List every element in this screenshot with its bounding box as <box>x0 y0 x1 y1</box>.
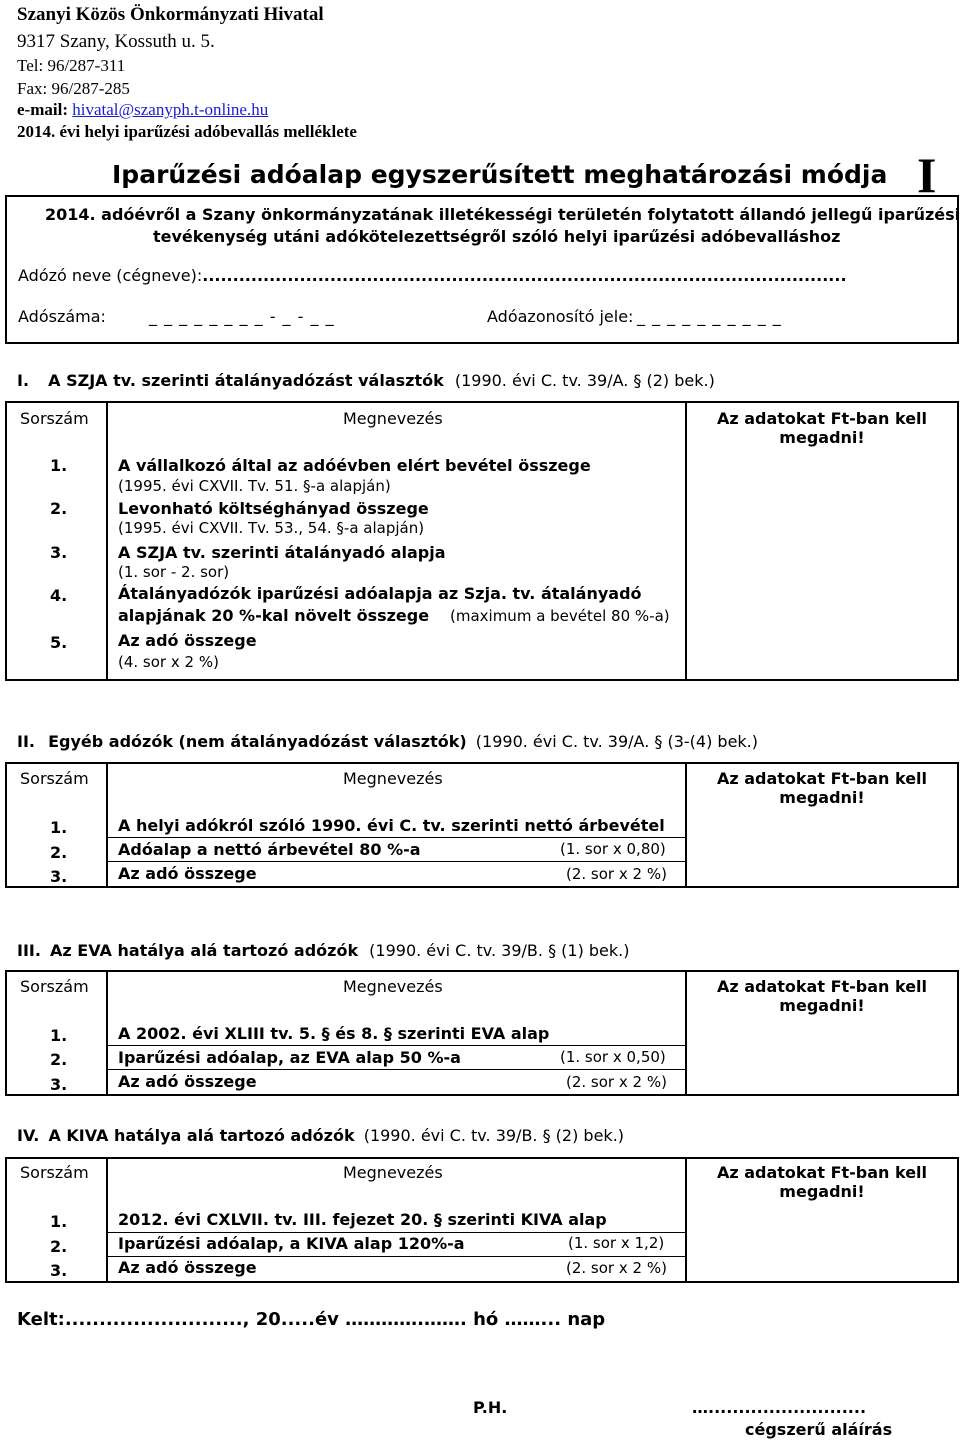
sec1-row2-l1: Levonható költséghányad összege <box>118 499 429 518</box>
taxnum-blanks[interactable]: _ _ _ _ _ _ _ _ - _ - _ _ <box>149 307 335 326</box>
page-title: Iparűzési adóalap egyszerűsített meghatározási módja <box>112 160 888 189</box>
sec4-row1-label: 2012. évi CXLVII. tv. III. fejezet 20. § szerinti KIVA alap <box>118 1210 607 1229</box>
sec2-heading <box>17 732 758 751</box>
sec3-col-num: Sorszám <box>20 977 89 996</box>
sec1-row4-l2: alapjának 20 %-kal növelt összege <box>118 606 430 625</box>
sec4-heading <box>17 1126 624 1145</box>
org-tel: Tel: 96/287-311 <box>17 56 126 75</box>
sec1-col-num: Sorszám <box>20 409 89 428</box>
sec1-row5-l2: (4. sor x 2 %) <box>118 653 219 671</box>
sec4-title: A KIVA hatálya alá tartozó adózók <box>48 1126 355 1145</box>
sec1-row4-note: (maximum a bevétel 80 %-a) <box>450 607 670 625</box>
intro-line-1: 2014. adóévről a Szany önkormányzatának illetékességi területén folytatott állandó jellegű iparűzési <box>45 205 960 224</box>
col-value-line2: megadni! <box>779 996 865 1015</box>
sec1-roman: I. <box>17 371 30 390</box>
sec1-heading <box>17 371 715 390</box>
sec4-col-name: Megnevezés <box>343 1163 443 1182</box>
sec1-row5-num: 5. <box>50 633 68 652</box>
sec2-col-num: Sorszám <box>20 769 89 788</box>
taxid-blanks[interactable]: _ _ _ _ _ _ _ _ _ _ <box>637 307 782 326</box>
sec1-row1-l1: A vállalkozó által az adóévben elért bevétel összege <box>118 456 591 475</box>
sec4-col-num: Sorszám <box>20 1163 89 1182</box>
col-value-line1: Az adatokat Ft-ban kell <box>716 769 928 788</box>
sec2-ref: (1990. évi C. tv. 39/A. § (3-(4) bek.) <box>475 732 758 751</box>
col-value-line1: Az adatokat Ft-ban kell <box>716 1163 928 1182</box>
sec1-col-name: Megnevezés <box>343 409 443 428</box>
sec4-ref: (1990. évi C. tv. 39/B. § (2) bek.) <box>363 1126 625 1145</box>
sec3-row3-note: (2. sor x 2 %) <box>566 1073 667 1091</box>
sec3-ref: (1990. évi C. tv. 39/B. § (1) bek.) <box>369 941 630 960</box>
title-mark: I <box>917 147 937 203</box>
sec1-row3-l1: A SZJA tv. szerinti átalányadó alapja <box>118 543 446 562</box>
sec1-row2-l2: (1995. évi CXVII. Tv. 53., 54. §-a alapján) <box>118 519 425 537</box>
org-address: 9317 Szany, Kossuth u. 5. <box>17 31 215 52</box>
sec3-col-name: Megnevezés <box>343 977 443 996</box>
email-label: e-mail: <box>17 100 73 119</box>
sec2-col-name: Megnevezés <box>343 769 443 788</box>
sec2-row2-num: 2. <box>50 843 68 862</box>
taxid-label: Adóazonosító jele: <box>487 307 634 326</box>
sec4-roman: IV. <box>17 1126 40 1145</box>
col-value-line1: Az adatokat Ft-ban kell <box>716 977 928 996</box>
sec2-title: Egyéb adózók (nem átalányadózást választók) <box>48 732 467 751</box>
sec3-heading <box>17 941 630 960</box>
signature-label: cégszerű aláírás <box>745 1420 893 1439</box>
signature-dots[interactable]: ….......................... <box>692 1398 867 1417</box>
sec3-col-value <box>689 977 955 1015</box>
col-value-line2: megadni! <box>779 1182 865 1201</box>
sec1-row4-num: 4. <box>50 586 68 605</box>
sec1-row4-l1: Átalányadózók iparűzési adóalapja az Szja. tv. átalányadó <box>118 584 642 603</box>
sec1-row1-num: 1. <box>50 456 68 475</box>
org-fax: Fax: 96/287-285 <box>17 79 130 98</box>
sec2-col-value <box>689 769 955 807</box>
col-value-line2: megadni! <box>779 788 865 807</box>
sec1-row3-num: 3. <box>50 543 68 562</box>
sec1-col-value <box>689 409 955 447</box>
sec2-row3-label: Az adó összege <box>118 864 257 883</box>
col-value-line2: megadni! <box>779 428 865 447</box>
sec2-row2-note: (1. sor x 0,80) <box>560 840 666 858</box>
stamp-label: P.H. <box>473 1398 508 1417</box>
sec2-row2-label: Adóalap a nettó árbevétel 80 %-a <box>118 840 421 859</box>
sec3-row3-label: Az adó összege <box>118 1072 257 1091</box>
sec4-row3-label: Az adó összege <box>118 1258 257 1277</box>
sec1-row3-l2: (1. sor - 2. sor) <box>118 563 230 581</box>
sec3-row2-label: Iparűzési adóalap, az EVA alap 50 %-a <box>118 1048 461 1067</box>
taxpayer-label: Adózó neve (cégneve): <box>18 266 203 285</box>
sec2-row3-note: (2. sor x 2 %) <box>566 865 667 883</box>
intro-box <box>5 195 959 344</box>
org-name: Szanyi Közös Önkormányzati Hivatal <box>17 4 324 25</box>
org-email-row <box>17 99 268 121</box>
col-value-line1: Az adatokat Ft-ban kell <box>716 409 928 428</box>
sec3-row3-num: 3. <box>50 1075 68 1094</box>
sec2-row3-num: 3. <box>50 867 68 886</box>
intro-line-2: tevékenység utáni adókötelezettségről szóló helyi iparűzési adóbevalláshoz <box>153 227 841 246</box>
sec4-col-value <box>689 1163 955 1201</box>
sec2-row1-label: A helyi adókról szóló 1990. évi C. tv. szerinti nettó árbevétel <box>118 816 665 835</box>
sec3-roman: III. <box>17 941 41 960</box>
sec4-row3-note: (2. sor x 2 %) <box>566 1259 667 1277</box>
sec4-row2-label: Iparűzési adóalap, a KIVA alap 120%-a <box>118 1234 465 1253</box>
taxpayer-dots: .......................................................................................................... <box>202 266 847 285</box>
sec3-title: Az EVA hatálya alá tartozó adózók <box>50 941 359 960</box>
taxpayer-field[interactable] <box>18 266 847 285</box>
sec1-row1-l2: (1995. évi CXVII. Tv. 51. §-a alapján) <box>118 477 391 495</box>
sec4-row3-num: 3. <box>50 1261 68 1280</box>
appendix-title: 2014. évi helyi iparűzési adóbevallás melléklete <box>17 122 357 141</box>
sec4-row1-num: 1. <box>50 1212 68 1231</box>
sec2-row1-num: 1. <box>50 818 68 837</box>
sec1-row5-l1: Az adó összege <box>118 631 257 650</box>
sec4-row2-num: 2. <box>50 1237 68 1256</box>
date-line[interactable]: Kelt:.........................., 20.....év ………….……. hó ……... nap <box>17 1309 606 1330</box>
sec4-row2-note: (1. sor x 1,2) <box>568 1234 665 1252</box>
sec1-row2-num: 2. <box>50 499 68 518</box>
sec1-title: A SZJA tv. szerinti átalányadózást választók <box>48 371 444 390</box>
sec3-row2-num: 2. <box>50 1050 68 1069</box>
sec3-row1-label: A 2002. évi XLIII tv. 5. § és 8. § szerinti EVA alap <box>118 1024 550 1043</box>
sec3-row1-num: 1. <box>50 1026 68 1045</box>
sec2-roman: II. <box>17 732 35 751</box>
email-link[interactable]: hivatal@szanyph.t-online.hu <box>72 100 269 119</box>
sec1-ref: (1990. évi C. tv. 39/A. § (2) bek.) <box>454 371 715 390</box>
taxnum-label: Adószáma: <box>18 307 106 326</box>
sec3-row2-note: (1. sor x 0,50) <box>560 1048 666 1066</box>
